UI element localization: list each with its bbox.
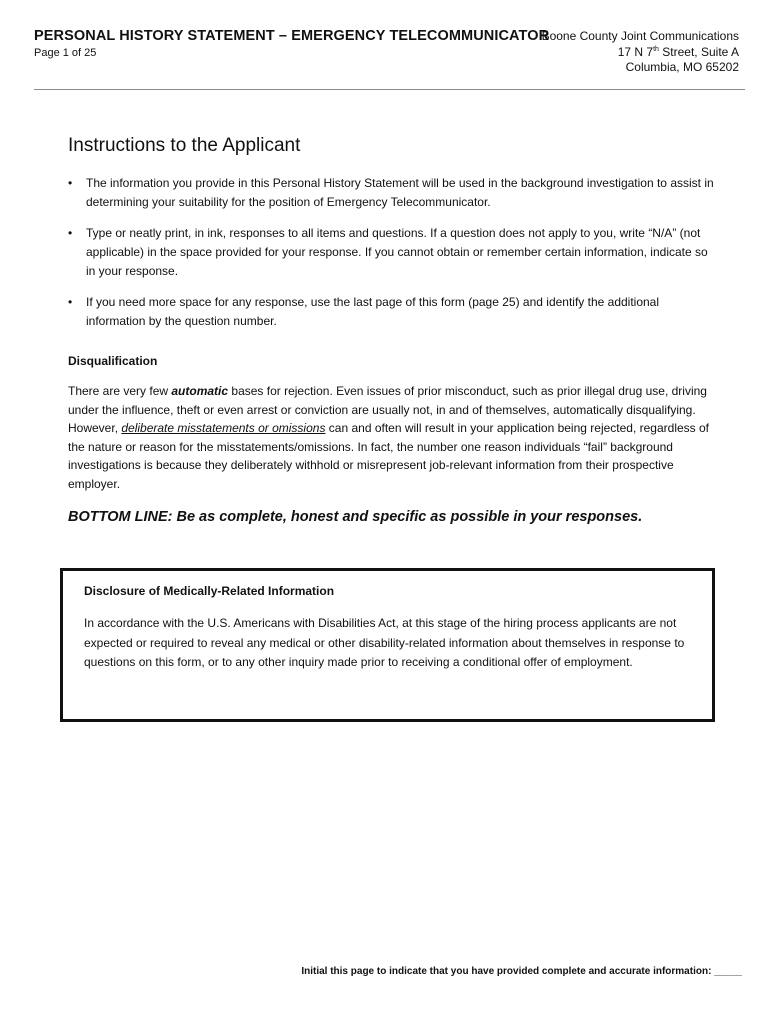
city-state-zip: Columbia, MO 65202 — [625, 60, 739, 74]
disqualification-text-1: There are very few — [68, 384, 172, 398]
page-number: Page 1 of 25 — [34, 47, 97, 59]
list-item — [68, 224, 718, 281]
bottom-line-text: : Be as complete, honest and specific as possible in your responses. — [167, 509, 643, 525]
disqualification-paragraph — [68, 382, 718, 493]
bullet-icon: • — [68, 176, 73, 190]
automatic-emphasis: automatic — [171, 384, 229, 398]
instruction-text: The information you provide in this Personal History Statement will be used in the background investigation to assist in determining your suitability for the position of Emergency Telecommunicator. — [86, 176, 714, 209]
bullet-icon: • — [68, 295, 73, 309]
street-address-suffix: Street, Suite A — [658, 44, 739, 59]
disqualification-heading: Disqualification — [68, 354, 158, 368]
street-address-ordinal: th — [653, 45, 659, 53]
disqualification-text-2: bases for rejection. Even issues of prior misconduct, such as prior illegal drug use, driving under the influence, theft or even arrest or conviction are usually not, in and of themselves, automatically disqualifying. However, — [68, 384, 707, 435]
list-item — [68, 174, 718, 212]
instructions-heading: Instructions to the Applicant — [68, 135, 301, 156]
disclosure-text: In accordance with the U.S. Americans with Disabilities Act, at this stage of the hiring process applicants are not expected or required to reveal any medical or other disability-related information about themselves in response to questions on this form, or to any other inquiry made prior to receiving a conditional offer of employment. — [84, 616, 685, 669]
instruction-text: Type or neatly print, in ink, responses to all items and questions. If a question does not apply to you, write “N/A” (not applicable) in the space provided for your response. If you cannot obtain or remember certain information, indicate so in your response. — [86, 226, 708, 278]
header-divider — [34, 89, 745, 90]
organization-address — [542, 29, 739, 76]
initial-field[interactable]: _____ — [714, 966, 742, 977]
initial-label: Initial this page to indicate that you have provided complete and accurate information: — [301, 966, 715, 977]
instructions-list — [68, 174, 718, 331]
medical-disclosure-box — [60, 568, 715, 722]
initial-prompt — [301, 966, 742, 977]
organization-name: Boone County Joint Communications — [541, 29, 739, 43]
bottom-line-label: BOTTOM LINE — [68, 509, 168, 525]
main-content — [68, 134, 718, 525]
list-item — [68, 293, 718, 331]
bullet-icon: • — [68, 226, 73, 240]
street-address — [542, 45, 739, 61]
bottom-line-statement — [68, 509, 718, 525]
instruction-text: If you need more space for any response, use the last page of this form (page 25) and identify the additional information by the question number. — [86, 295, 660, 328]
misstatements-emphasis: deliberate misstatements or omissions — [121, 421, 326, 435]
street-address-prefix: 17 N 7 — [617, 44, 654, 59]
disclosure-title: Disclosure of Medically-Related Information — [84, 584, 335, 598]
document-title: PERSONAL HISTORY STATEMENT – EMERGENCY TELECOMMUNICATOR — [34, 28, 550, 44]
disqualification-text-3: can and often will result in your application being rejected, regardless of the nature or reason for the misstatements/omissions. In fact, the number one reason individuals “fail” background investigations is because they deliberately withhold or misrepresent job-relevant information from their prospective employer. — [68, 421, 710, 491]
